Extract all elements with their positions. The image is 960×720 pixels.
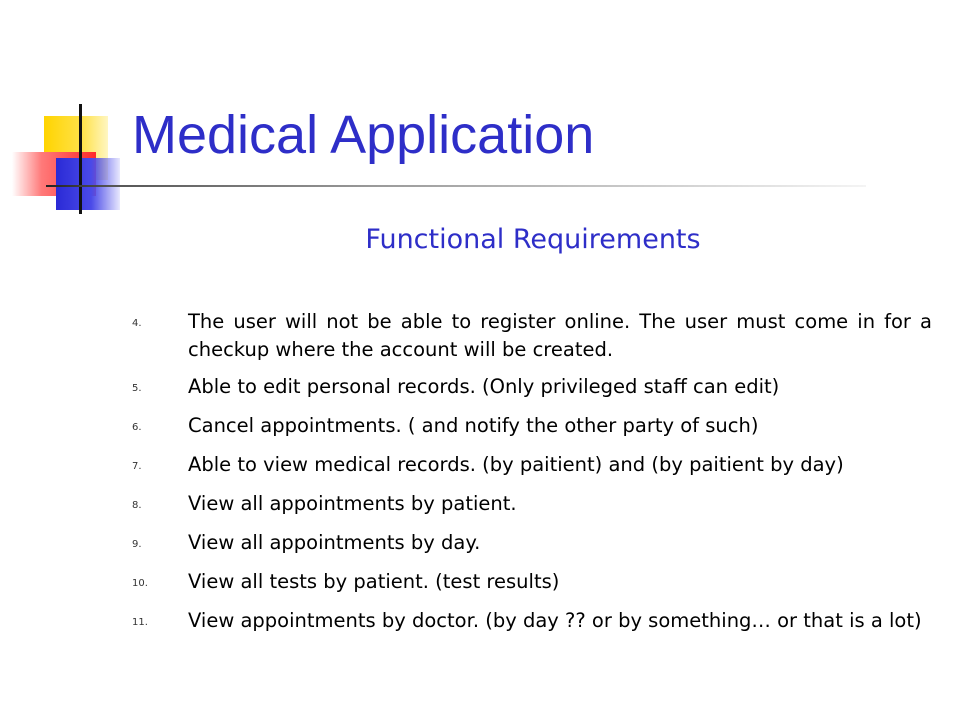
logo-vertical-line xyxy=(79,104,82,214)
list-item xyxy=(132,451,932,481)
list-item xyxy=(132,373,932,403)
list-item-number: 5. xyxy=(132,383,142,394)
list-item xyxy=(132,568,932,598)
list-item-text: Cancel appointments. ( and notify the other party of such) xyxy=(188,414,759,437)
logo-blue-square xyxy=(56,158,120,210)
list-item-text: Able to edit personal records. (Only privileged staff can edit) xyxy=(188,375,780,398)
list-item-number: 4. xyxy=(132,318,142,329)
list-item-text: The user will not be able to register online. The user must come in for a checkup where the account will be created. xyxy=(188,310,932,361)
title-underline xyxy=(46,185,866,187)
list-item-number: 11. xyxy=(132,617,148,628)
list-item-text: View appointments by doctor. (by day ?? or by something… or that is a lot) xyxy=(188,609,922,632)
list-item xyxy=(132,412,932,442)
list-item xyxy=(132,308,932,364)
list-item-number: 9. xyxy=(132,539,142,550)
list-item xyxy=(132,529,932,559)
requirements-list xyxy=(132,308,932,646)
slide-subtitle: Functional Requirements xyxy=(365,224,701,255)
list-item xyxy=(132,607,932,637)
list-item-number: 10. xyxy=(132,578,148,589)
list-item-text: View all appointments by patient. xyxy=(188,492,517,515)
list-item-number: 6. xyxy=(132,422,142,433)
list-item-text: Able to view medical records. (by paitient) and (by paitient by day) xyxy=(188,453,844,476)
list-item xyxy=(132,490,932,520)
list-item-text: View all tests by patient. (test results) xyxy=(188,570,560,593)
list-item-number: 7. xyxy=(132,461,142,472)
list-item-number: 8. xyxy=(132,500,142,511)
slide-title: Medical Application xyxy=(132,105,595,165)
list-item-text: View all appointments by day. xyxy=(188,531,481,554)
